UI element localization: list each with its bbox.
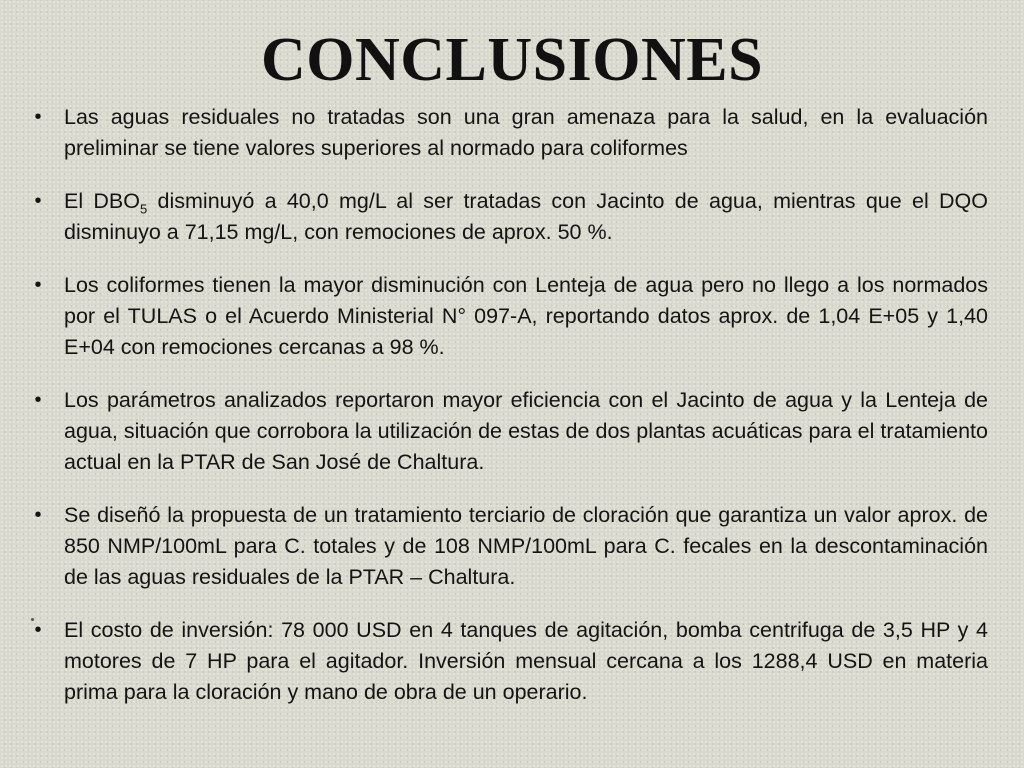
bullet-dot-icon: • [34, 389, 42, 411]
stray-mark [31, 618, 34, 621]
bullet-dot-icon: • [34, 190, 42, 212]
bullet-text: Las aguas residuales no tratadas son una gran amenaza para la salud, en la evaluación preliminar se tiene valores superiores al normado para coliformes [64, 105, 988, 160]
bullet-text-part-b: disminuyó a 40,0 mg/L al ser tratadas con Jacinto de agua, mientras que el DQO disminuyo a 71,15 mg/L, con remociones de aprox. 50 %. [64, 189, 988, 244]
bullet-dot-icon: • [34, 106, 42, 128]
bullet-list [28, 102, 988, 730]
bullet-item-2 [28, 186, 988, 248]
bullet-item-1 [28, 102, 988, 164]
bullet-text-part-a: El DBO [64, 189, 140, 213]
bullet-text: El costo de inversión: 78 000 USD en 4 tanques de agitación, bomba centrifuga de 3,5 HP y 4 motores de 7 HP para el agitador. Inversión mensual cercana a los 1288,4 USD en materia prima para la cloración y mano de obra de un operario. [64, 618, 988, 704]
bullet-dot-icon: • [34, 274, 42, 296]
bullet-item-4 [28, 385, 988, 478]
bullet-text: Los coliformes tienen la mayor disminución con Lenteja de agua pero no llego a los normados por el TULAS o el Acuerdo Ministerial N° 097-A, reportando datos aprox. de 1,04 E+05 y 1,40 E+04 con remociones cercanas a 98 %. [64, 273, 988, 359]
bullet-dot-icon: • [34, 619, 42, 641]
bullet-text: Los parámetros analizados reportaron mayor eficiencia con el Jacinto de agua y la Lenteja de agua, situación que corrobora la utilización de estas de dos plantas acuáticas para el tratamiento actual en la PTAR de San José de Chaltura. [64, 388, 988, 474]
bullet-item-3 [28, 270, 988, 363]
page-title: CONCLUSIONES [260, 26, 764, 94]
bullet-dot-icon: • [34, 504, 42, 526]
bullet-text: Se diseñó la propuesta de un tratamiento terciario de cloración que garantiza un valor aprox. de 850 NMP/100mL para C. totales y de 108 NMP/100mL para C. fecales en la descontaminación de las aguas residuales de la PTAR – Chaltura. [64, 503, 988, 589]
bullet-item-6 [28, 615, 988, 708]
bullet-subscript: 5 [140, 201, 148, 217]
bullet-item-5 [28, 500, 988, 593]
